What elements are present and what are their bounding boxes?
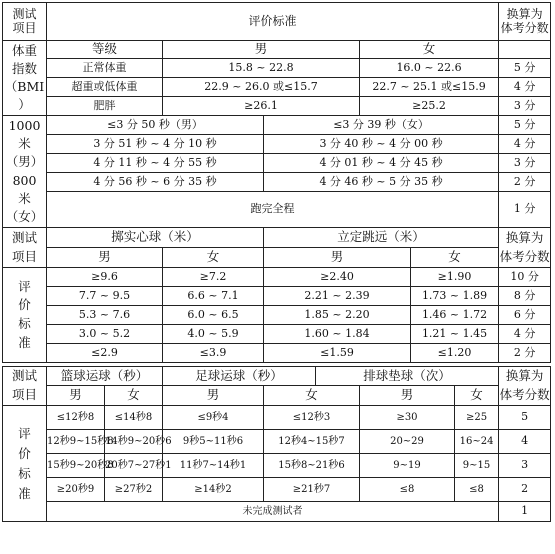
bb-male: ≥20秒9 [47, 478, 105, 502]
jump-male: 2.21 ~ 2.39 [264, 287, 411, 306]
table-row [3, 344, 551, 363]
bs-score: 4 [499, 430, 551, 454]
bmi-col-female: 女 [360, 41, 499, 59]
jump-female-header: 女 [411, 248, 499, 268]
vb-female: 16~24 [455, 430, 499, 454]
jump-female: ≥1.90 [411, 268, 499, 287]
table-row [3, 135, 551, 154]
table-row [3, 154, 551, 173]
fb-male: 9秒5~11秒6 [163, 430, 264, 454]
run-finish-score: 1 分 [499, 192, 551, 228]
gender-row [3, 386, 551, 406]
run-male: 4 分 56 秒 ~ 6 分 35 秒 [47, 173, 264, 192]
table-row [3, 478, 551, 502]
fb-female: 12秒4~15秒7 [264, 430, 360, 454]
ball-female: ≤3.9 [163, 344, 264, 363]
run-score: 5 分 [499, 116, 551, 135]
tj-item-label: 测试 项目 [3, 228, 47, 268]
jump-male: ≤1.59 [264, 344, 411, 363]
fb-male: ≤9秒4 [163, 406, 264, 430]
bmi-male: 22.9 ~ 26.0 或≤15.7 [163, 78, 360, 97]
jump-female: 1.21 ~ 1.45 [411, 325, 499, 344]
bmi-female: ≥25.2 [360, 97, 499, 116]
tj-score: 6 分 [499, 306, 551, 325]
ball-male: 3.0 ~ 5.2 [47, 325, 163, 344]
jump-male: 1.60 ~ 1.84 [264, 325, 411, 344]
bmi-male: ≥26.1 [163, 97, 360, 116]
table-row [3, 268, 551, 287]
jump-male: 1.85 ~ 2.20 [264, 306, 411, 325]
fb-female-header: 女 [264, 386, 360, 406]
bs-score: 5 [499, 406, 551, 430]
bb-female: ≤14秒8 [105, 406, 163, 430]
fb-male: ≥14秒2 [163, 478, 264, 502]
bb-male: ≤12秒8 [47, 406, 105, 430]
bmi-grade: 超重或低体重 [47, 78, 163, 97]
bb-female: 14秒9~20秒6 [105, 430, 163, 454]
vb-female-header: 女 [455, 386, 499, 406]
jump-female: 1.73 ~ 1.89 [411, 287, 499, 306]
ball-female: 4.0 ~ 5.9 [163, 325, 264, 344]
table-row [3, 192, 551, 228]
table-row [3, 97, 551, 116]
bmi-col-score [499, 41, 551, 59]
bb-male: 12秒9~15秒8 [47, 430, 105, 454]
football-label: 足球运球（秒） [163, 367, 316, 386]
vb-male: 9~19 [360, 454, 455, 478]
ball-female: ≥7.2 [163, 268, 264, 287]
run-male: 4 分 11 秒 ~ 4 分 55 秒 [47, 154, 264, 173]
run-score: 2 分 [499, 173, 551, 192]
tj-score: 10 分 [499, 268, 551, 287]
table-row [3, 173, 551, 192]
bb-female-header: 女 [105, 386, 163, 406]
tj-score: 2 分 [499, 344, 551, 363]
unfinished-label: 未完成测试者 [47, 502, 499, 522]
jump-female: ≤1.20 [411, 344, 499, 363]
bs-score: 2 [499, 478, 551, 502]
table-row [3, 116, 551, 135]
unfinished-score: 1 [499, 502, 551, 522]
bmi-col-male: 男 [163, 41, 360, 59]
vb-male: 20~29 [360, 430, 455, 454]
basketball-label: 篮球运球（秒） [47, 367, 163, 386]
volleyball-label: 排球垫球（次） [316, 367, 499, 386]
bb-male: 15秒9~20秒8 [47, 454, 105, 478]
bmi-female: 16.0 ~ 22.6 [360, 59, 499, 78]
bb-female: 20秒7~27秒1 [105, 454, 163, 478]
bmi-female: 22.7 ~ 25.1 或≤15.9 [360, 78, 499, 97]
table-row [3, 430, 551, 454]
fb-female: ≥21秒7 [264, 478, 360, 502]
jump-female: 1.46 ~ 1.72 [411, 306, 499, 325]
vb-male: ≤8 [360, 478, 455, 502]
header-standard-label: 评价标准 [47, 3, 499, 41]
run-score: 4 分 [499, 135, 551, 154]
header-row [3, 3, 551, 41]
run-female: 3 分 40 秒 ~ 4 分 00 秒 [264, 135, 499, 154]
table-row [3, 78, 551, 97]
table-row [3, 306, 551, 325]
header-score-label: 换算为 体考分数 [499, 3, 551, 41]
ball-male: 7.7 ~ 9.5 [47, 287, 163, 306]
table-row [3, 502, 551, 522]
ball-female: 6.0 ~ 6.5 [163, 306, 264, 325]
bmi-grade: 正常体重 [47, 59, 163, 78]
table-row [3, 287, 551, 306]
bs-score-label: 换算为 体考分数 [499, 367, 551, 406]
bmi-col-grade: 等级 [47, 41, 163, 59]
run-male: ≤3 分 50 秒（男） [47, 116, 264, 135]
table-row [3, 59, 551, 78]
ball-female: 6.6 ~ 7.1 [163, 287, 264, 306]
fitness-standards-sheet [2, 2, 550, 522]
table-row [3, 325, 551, 344]
vb-female: ≥25 [455, 406, 499, 430]
throw-jump-header-row [3, 228, 551, 248]
run-female: 4 分 01 秒 ~ 4 分 45 秒 [264, 154, 499, 173]
header-item-label: 测试 项目 [3, 3, 47, 41]
bb-male-header: 男 [47, 386, 105, 406]
tj-score: 4 分 [499, 325, 551, 344]
vb-male: ≥30 [360, 406, 455, 430]
run-female: ≤3 分 39 秒（女） [264, 116, 499, 135]
bs-side-label: 评 价 标 准 [3, 406, 47, 522]
bmi-header-row [3, 41, 551, 59]
tj-score: 8 分 [499, 287, 551, 306]
standards-table [2, 2, 551, 522]
run-side-label: 1000 米 （男） 800 米 （女） [3, 116, 47, 228]
fb-male-header: 男 [163, 386, 264, 406]
vb-female: 9~15 [455, 454, 499, 478]
tj-side-label: 评 价 标 准 [3, 268, 47, 363]
bmi-score: 4 分 [499, 78, 551, 97]
jump-male-header: 男 [264, 248, 411, 268]
vb-female: ≤8 [455, 478, 499, 502]
fb-male: 11秒7~14秒1 [163, 454, 264, 478]
bb-female: ≥27秒2 [105, 478, 163, 502]
vb-male-header: 男 [360, 386, 455, 406]
table-row [3, 454, 551, 478]
run-female: 4 分 46 秒 ~ 5 分 35 秒 [264, 173, 499, 192]
bmi-male: 15.8 ~ 22.8 [163, 59, 360, 78]
run-male: 3 分 51 秒 ~ 4 分 10 秒 [47, 135, 264, 154]
ball-skills-header-row [3, 367, 551, 386]
jump-male: ≥2.40 [264, 268, 411, 287]
fb-female: 15秒8~21秒6 [264, 454, 360, 478]
bs-score: 3 [499, 454, 551, 478]
ball-male: ≥9.6 [47, 268, 163, 287]
bmi-score: 3 分 [499, 97, 551, 116]
fb-female: ≤12秒3 [264, 406, 360, 430]
run-finish-label: 跑完全程 [47, 192, 499, 228]
bmi-side-label: 体重 指数 （BMI ） [3, 41, 47, 116]
gender-row [3, 248, 551, 268]
bmi-score: 5 分 [499, 59, 551, 78]
standing-jump-label: 立定跳远（米） [264, 228, 499, 248]
table-row [3, 406, 551, 430]
ball-male: ≤2.9 [47, 344, 163, 363]
run-score: 3 分 [499, 154, 551, 173]
ball-male: 5.3 ~ 7.6 [47, 306, 163, 325]
ball-throw-label: 掷实心球（米） [47, 228, 264, 248]
bs-item-label: 测试 项目 [3, 367, 47, 406]
tj-score-label: 换算为 体考分数 [499, 228, 551, 268]
bmi-grade: 肥胖 [47, 97, 163, 116]
ball-male-header: 男 [47, 248, 163, 268]
ball-female-header: 女 [163, 248, 264, 268]
